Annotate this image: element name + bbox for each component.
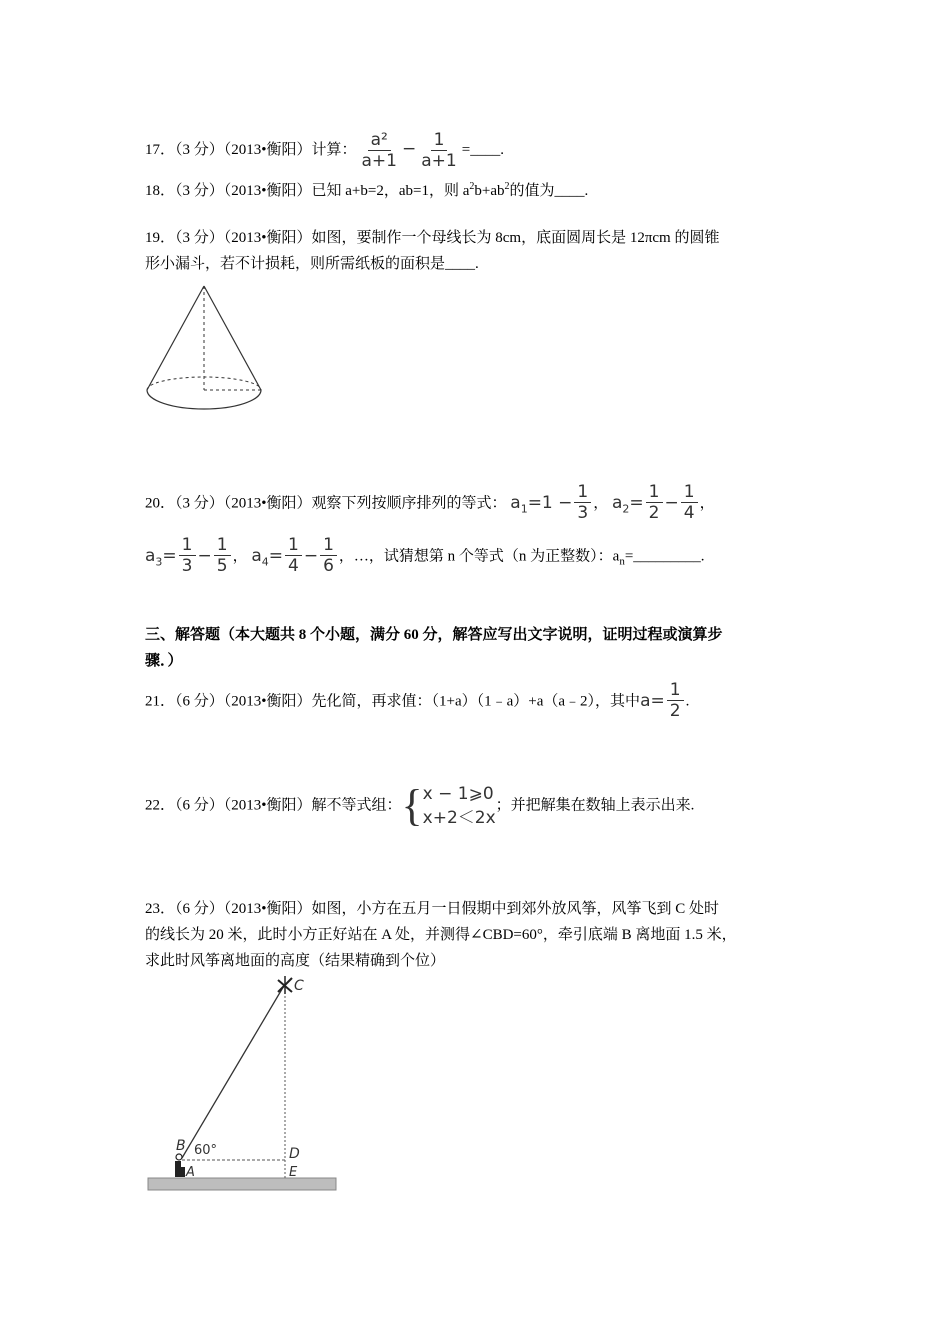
a3-expression: $a_3=$ $\frac{1}{3}$ − $\frac{1}{5}$ xyxy=(145,546,233,566)
cone-figure xyxy=(140,280,270,420)
inequality-system: x − 1⩾0 x+2＜2x xyxy=(422,784,496,828)
label-d: D xyxy=(289,1146,300,1162)
minus-sign: − xyxy=(402,138,417,159)
question-21: 21．（6 分）（2013•衡阳）先化简，再求值：（1+a）（1﹣a）+a（a﹣2），其中a= $\frac{1}{2}$ . xyxy=(145,680,690,721)
a-value-expression: a= $\frac{1}{2}$ xyxy=(640,691,686,711)
kite-figure xyxy=(140,970,350,1200)
label-b: B xyxy=(176,1138,186,1154)
angle-label: 60° xyxy=(194,1143,218,1158)
ground xyxy=(148,1178,336,1190)
a2-expression: $a_2=$ $\frac{1}{2}$ − $\frac{1}{4}$ xyxy=(612,493,700,513)
question-23-line-3: 求此时风筝离地面的高度（结果精确到个位） xyxy=(145,953,446,969)
question-20-line-1: 20．（3 分）（2013•衡阳）观察下列按顺序排列的等式： $a_1=1$ − $\frac{1}{3}$ ， $a_2=$ $\frac{1}{2}$ − $\frac{1}{4}$ ， xyxy=(145,482,715,523)
section-3-heading-line-2: 骤．） xyxy=(145,653,183,669)
a1-expression: $a_1=1$ − $\frac{1}{3}$ xyxy=(510,493,593,513)
question-18: 18．（3 分）（2013•衡阳）已知 a+b=2，ab=1，则 $a^2b+ab^2$的值为____. xyxy=(145,181,589,199)
label-e: E xyxy=(289,1165,298,1180)
q17-suffix: =____. xyxy=(461,141,504,158)
question-23-line-1: 23．（6 分）（2013•衡阳）如图，小方在五月一日假期中到郊外放风筝，风筝飞到 C 处时 xyxy=(145,901,720,917)
person-icon xyxy=(175,1154,185,1177)
question-23-line-2: 的线长为 20 米，此时小方正好站在 A 处，并测得∠CBD=60°，牵引底端 B 离地面 1.5 米， xyxy=(145,927,737,943)
fraction-a2-over-a1: $\frac{\text{a²}}{a+1}$ xyxy=(361,130,397,171)
question-17 xyxy=(145,130,504,171)
question-19-line-1: 19．（3 分）（2013•衡阳）如图，要制作一个母线长为 8cm，底面圆周长是 12πcm 的圆锥 xyxy=(145,230,720,246)
a4-expression: $a_4=$ $\frac{1}{4}$ − $\frac{1}{6}$ xyxy=(251,546,339,566)
question-22: 22．（6 分）（2013•衡阳）解不等式组：{ x − 1⩾0 x+2＜2x ；并把解集在数轴上表示出来. xyxy=(145,781,695,830)
question-19-line-2: 形小漏斗，若不计损耗，则所需纸板的面积是____. xyxy=(145,256,479,272)
kite-icon xyxy=(278,976,292,994)
label-a: A xyxy=(186,1165,195,1180)
fraction-1-over-a1: $\frac{1}{a+1}$ xyxy=(421,130,457,171)
system-brace: { xyxy=(401,781,423,830)
question-20-line-2: $a_3=$ $\frac{1}{3}$ − $\frac{1}{5}$ ， $a_4=$ $\frac{1}{4}$ − $\frac{1}{6}$ ，…，试猜想第 n 个等式（n 为正整数）：$a_n=\_\_\_\_\_\_\_\_\_$. xyxy=(145,535,705,576)
q17-prefix: 17．（3 分）（2013•衡阳）计算： xyxy=(145,141,357,158)
section-3-heading-line-1: 三、解答题（本大题共 8 个小题，满分 60 分，解答应写出文字说明，证明过程或演算步 xyxy=(145,627,723,643)
label-c: C xyxy=(294,978,304,994)
